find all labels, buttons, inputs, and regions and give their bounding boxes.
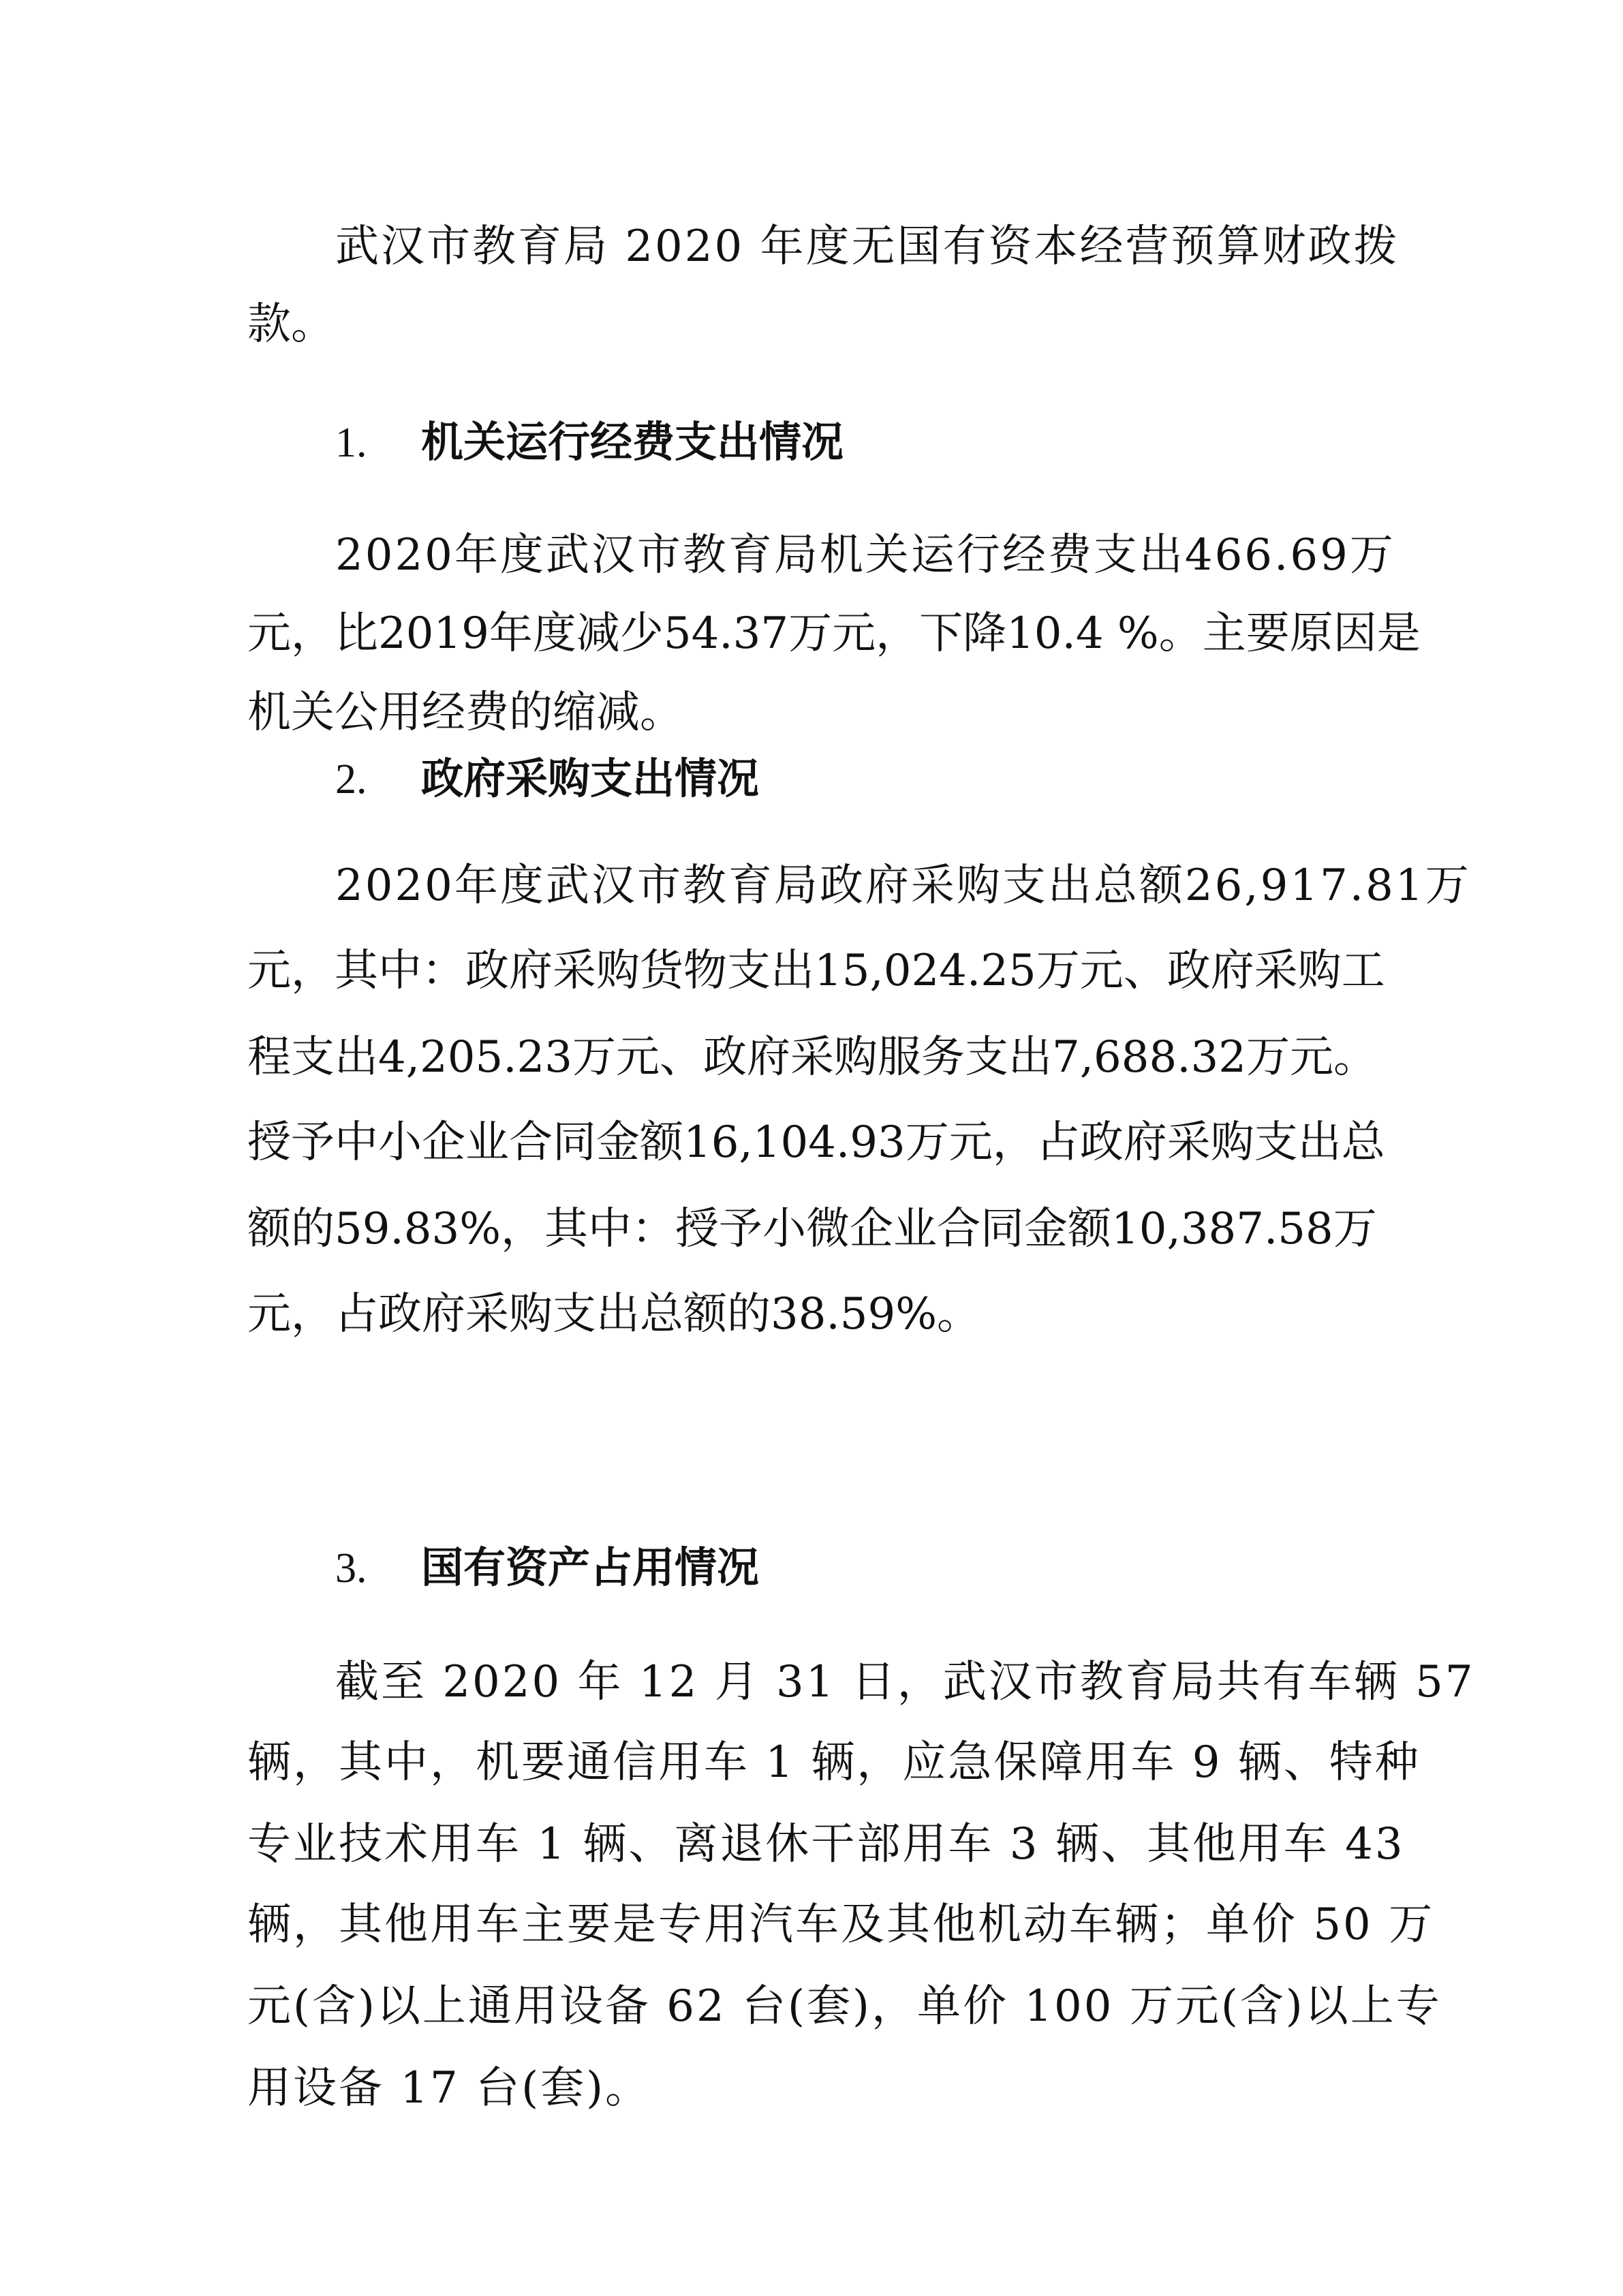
- paragraph-line: 辆，其他用车主要是专用汽车及其他机动车辆；单价 50 万: [247, 1899, 1435, 1950]
- section-heading: [335, 751, 759, 807]
- paragraph-line: 辆，其中，机要通信用车 1 辆，应急保障用车 9 辆、特种: [247, 1737, 1421, 1788]
- intro-line: 武汉市教育局 2020 年度无国有资本经营预算财政拨: [335, 221, 1400, 272]
- paragraph-line: 程支出4,205.23万元、政府采购服务支出7,688.32万元。: [247, 1032, 1377, 1083]
- section-number: 1.: [335, 420, 367, 466]
- paragraph-line: 机关公用经费的缩减。: [247, 687, 683, 738]
- section-title: 国有资产占用情况: [421, 1542, 760, 1592]
- paragraph-line: 元(含)以上通用设备 62 台(套)，单价 100 万元(含)以上专: [247, 1981, 1442, 2032]
- paragraph-line: 授予中小企业合同金额16,104.93万元，占政府采购支出总: [247, 1117, 1385, 1168]
- paragraph-line: 元，其中：政府采购货物支出15,024.25万元、政府采购工: [247, 946, 1385, 996]
- paragraph-line: 额的59.83%，其中：授予小微企业合同金额10,387.58万: [247, 1204, 1377, 1254]
- section-title: 政府采购支出情况: [421, 754, 760, 803]
- paragraph-line: 元，占政府采购支出总额的38.59%。: [247, 1289, 981, 1339]
- intro-line: 款。: [247, 299, 335, 350]
- section-number: 3.: [335, 1545, 367, 1592]
- paragraph-line: 截至 2020 年 12 月 31 日，武汉市教育局共有车辆 57: [335, 1657, 1475, 1707]
- section-heading: [335, 415, 844, 470]
- paragraph-line: 元，比2019年度减少54.37万元，下降10.4 %。主要原因是: [247, 608, 1421, 659]
- paragraph-line: 专业技术用车 1 辆、离退休干部用车 3 辆、其他用车 43: [247, 1819, 1405, 1870]
- paragraph-line: 2020年度武汉市教育局政府采购支出总额26,917.81万: [335, 860, 1471, 911]
- section-number: 2.: [335, 756, 367, 803]
- paragraph-line: 2020年度武汉市教育局机关运行经费支出466.69万: [335, 530, 1395, 580]
- section-heading: [335, 1540, 759, 1596]
- paragraph-line: 用设备 17 台(套)。: [247, 2063, 651, 2113]
- section-title: 机关运行经费支出情况: [421, 417, 844, 467]
